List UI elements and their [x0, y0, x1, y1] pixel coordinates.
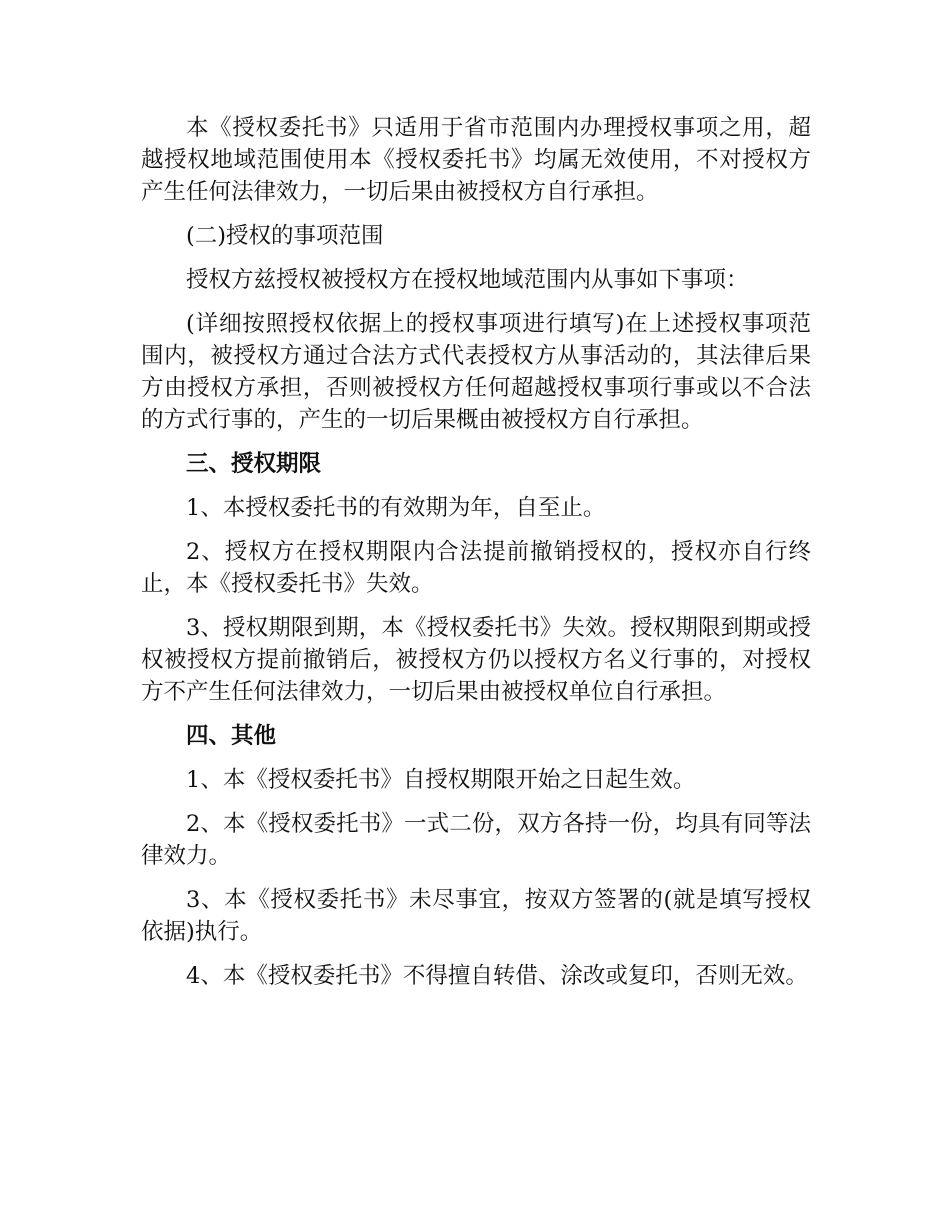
paragraph-matters-detail: (详细按照授权依据上的授权事项进行填写)在上述授权事项范围内，被授权方通过合法方式代表授权方从事活动的，其法律后果方由授权方承担，否则被授权方任何超越授权事项行事或以不合法的方式行事的，产生的一切后果概由被授权方自行承担。 [141, 311, 811, 433]
term-item-2: 2、授权方在授权期限内合法提前撤销授权的，授权亦自行终止，本《授权委托书》失效。 [141, 539, 811, 597]
document-body [141, 112, 811, 1004]
term-item-3: 3、授权期限到期，本《授权委托书》失效。授权期限到期或授权被授权方提前撤销后，被授权方仍以授权方名义行事的，对授权方不产生任何法律效力，一切后果由被授权单位自行承担。 [141, 615, 811, 705]
other-item-3: 3、本《授权委托书》未尽事宜，按双方签署的(就是填写授权依据)执行。 [141, 887, 811, 945]
other-item-1: 1、本《授权委托书》自授权期限开始之日起生效。 [186, 767, 696, 793]
other-item-2: 2、本《授权委托书》一式二份，双方各持一份，均具有同等法律效力。 [141, 811, 811, 869]
paragraph-region-scope: 本《授权委托书》只适用于省市范围内办理授权事项之用，超越授权地域范围使用本《授权委托书》均属无效使用，不对授权方产生任何法律效力，一切后果由被授权方自行承担。 [141, 115, 811, 205]
term-item-1: 1、本授权委托书的有效期为年，自至止。 [186, 495, 606, 521]
section-heading-term: 三、授权期限 [186, 451, 322, 477]
other-item-4: 4、本《授权委托书》不得擅自转借、涂改或复印，否则无效。 [186, 963, 808, 989]
paragraph-authorization-grant: 授权方兹授权被授权方在授权地域范围内从事如下事项： [186, 267, 749, 293]
section-heading-other: 四、其他 [186, 723, 277, 749]
section-heading-matters-scope: (二)授权的事项范围 [186, 223, 384, 249]
